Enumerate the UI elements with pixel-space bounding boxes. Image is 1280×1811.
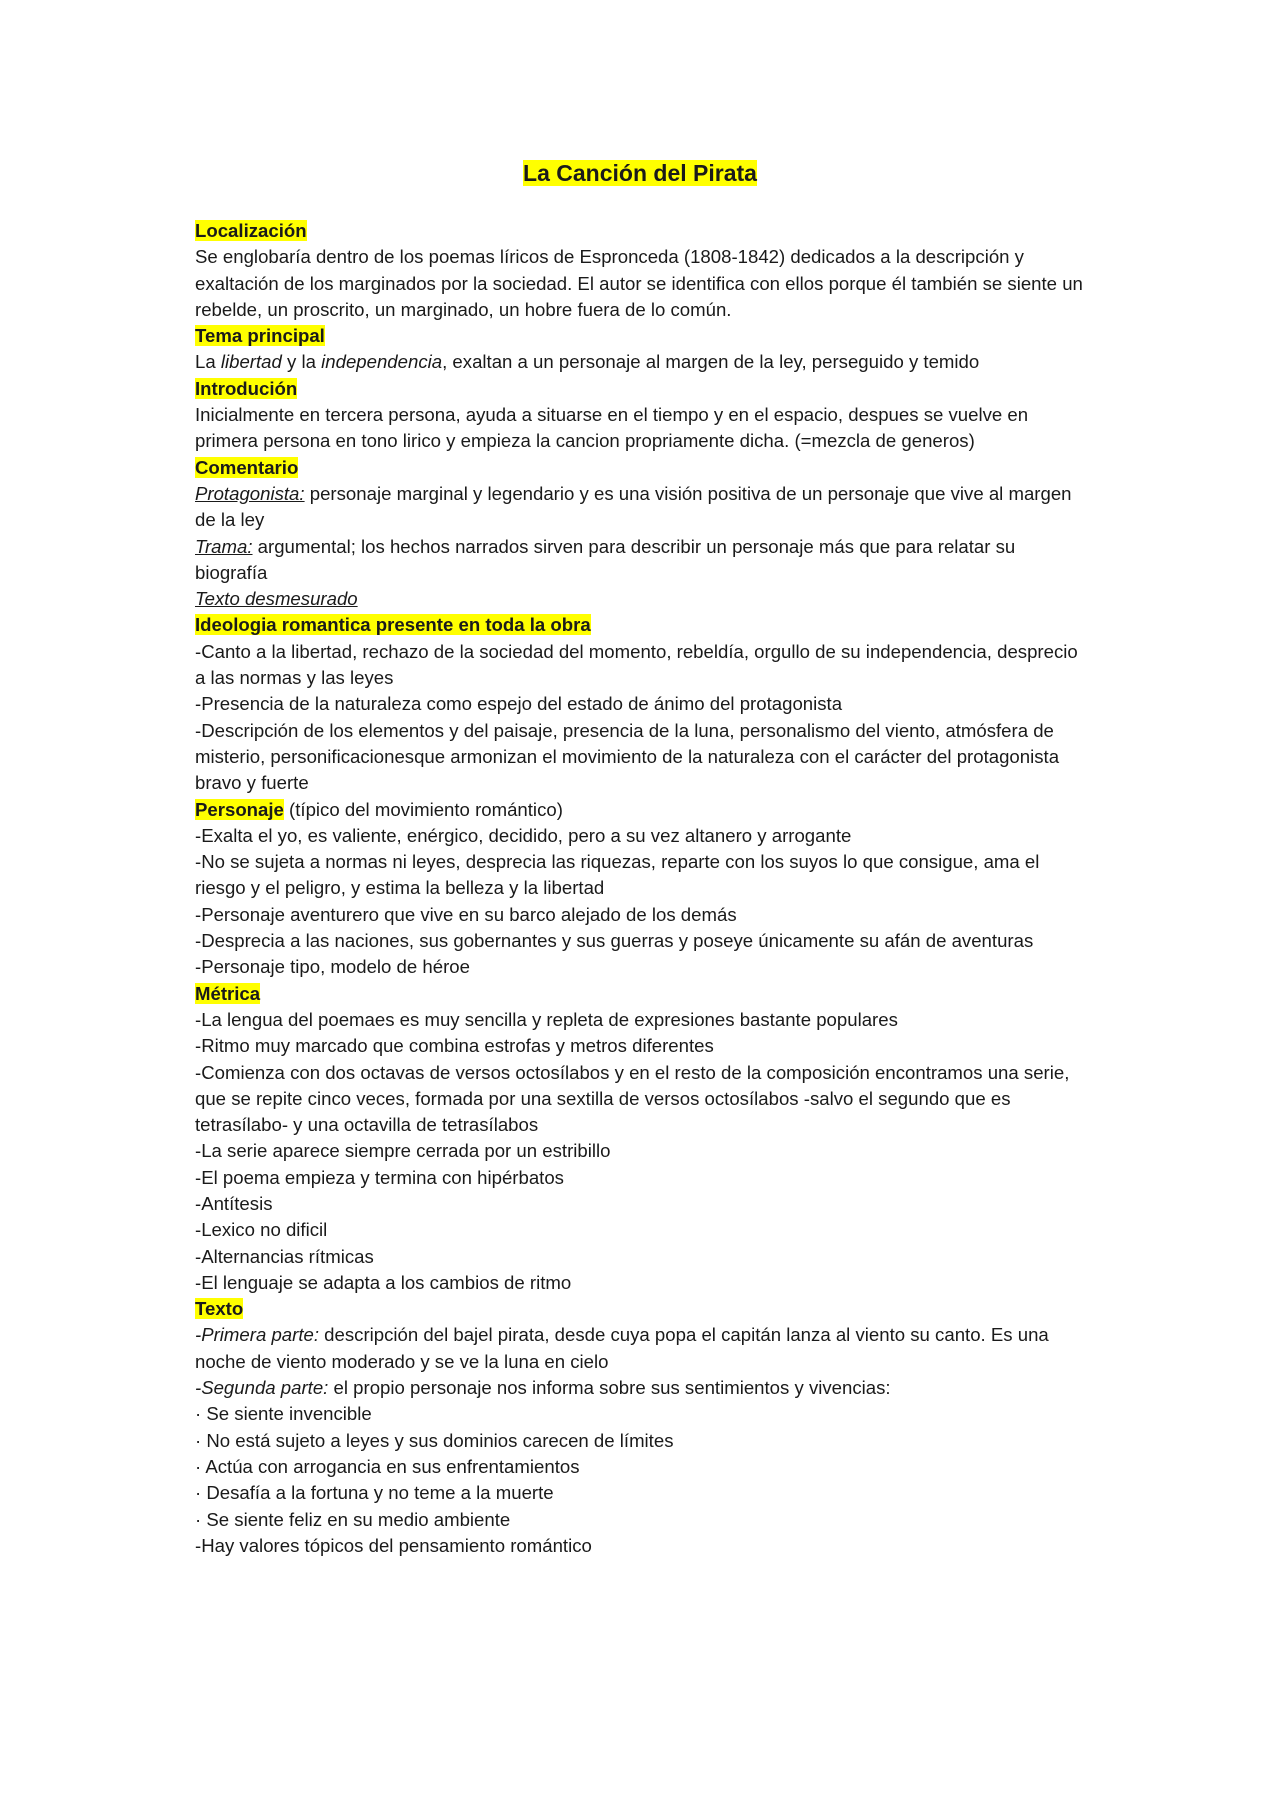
- paragraph-segunda-parte: -Segunda parte: el propio personaje nos informa sobre sus sentimientos y vivencias:: [195, 1377, 891, 1399]
- paragraph-localizacion: Se englobaría dentro de los poemas líricos de Espronceda (1808-1842) dedicados a la descripción y exaltación de los marginados por la sociedad. El autor se identifica con ellos porque él también se siente un rebelde, un proscrito, un marginado, un hobre fuera de lo común.: [195, 246, 1083, 320]
- section-heading-personaje: Personaje (típico del movimiento romántico): [195, 798, 563, 820]
- list-item: -Exalta el yo, es valiente, enérgico, decidido, pero a su vez altanero y arrogante: [195, 824, 852, 846]
- paragraph-primera-parte: -Primera parte: descripción del bajel pirata, desde cuya popa el capitán lanza al viento su canto. Es una noche de viento moderado y se ve la luna en cielo: [195, 1324, 1049, 1372]
- section-heading-comentario: Comentario: [195, 456, 299, 478]
- section-heading-introduccion: Introdución: [195, 377, 298, 399]
- section-heading-metrica: Métrica: [195, 982, 261, 1004]
- list-item: -El lenguaje se adapta a los cambios de ritmo: [195, 1271, 572, 1293]
- paragraph-texto-desmesurado: Texto desmesurado: [195, 588, 358, 610]
- document-body: [195, 218, 1085, 1559]
- list-item: -Personaje aventurero que vive en su barco alejado de los demás: [195, 903, 737, 925]
- list-item: -Presencia de la naturaleza como espejo del estado de ánimo del protagonista: [195, 693, 843, 715]
- list-item: -Lexico no dificil: [195, 1219, 328, 1241]
- bullet-item: · No está sujeto a leyes y sus dominios carecen de límites: [195, 1429, 674, 1451]
- paragraph-introduccion: Inicialmente en tercera persona, ayuda a situarse en el tiempo y en el espacio, despues se vuelve en primera persona en tono lirico y empieza la cancion propriamente dicha. (=mezcla de generos): [195, 404, 1029, 452]
- list-item: -Comienza con dos octavas de versos octosílabos y en el resto de la composición encontramos una serie, que se repite cinco veces, formada por una sextilla de versos octosílabos -salvo el segundo que es tetrasílabo- y una octavilla de tetrasílabos: [195, 1061, 1070, 1136]
- list-item: -Antítesis: [195, 1192, 273, 1214]
- list-item: -El poema empieza y termina con hipérbatos: [195, 1166, 564, 1188]
- list-item: -Desprecia a las naciones, sus gobernantes y sus guerras y poseye únicamente su afán de aventuras: [195, 930, 1034, 952]
- bullet-item: · Se siente invencible: [195, 1403, 372, 1425]
- list-item: -Canto a la libertad, rechazo de la sociedad del momento, rebeldía, orgullo de su independencia, desprecio a las normas y las leyes: [195, 640, 1078, 689]
- bullet-item: · Actúa con arrogancia en sus enfrentamientos: [195, 1455, 580, 1477]
- section-heading-texto: Texto: [195, 1298, 244, 1320]
- section-heading-tema: Tema principal: [195, 325, 325, 347]
- paragraph-tema: La libertad y la independencia, exaltan a un personaje al margen de la ley, perseguido y temido: [195, 351, 980, 373]
- list-item: -Personaje tipo, modelo de héroe: [195, 956, 470, 978]
- paragraph-trama: Trama: argumental; los hechos narrados sirven para describir un personaje más que para relatar su biografía: [195, 535, 1016, 583]
- bullet-item: · Se siente feliz en su medio ambiente: [195, 1508, 511, 1530]
- bullet-item: · Desafía a la fortuna y no teme a la muerte: [195, 1482, 554, 1504]
- section-heading-ideologia: Ideologia romantica presente en toda la obra: [195, 614, 591, 636]
- document-title: La Canción del Pirata: [523, 160, 757, 186]
- document-title-wrap: [0, 156, 1280, 190]
- list-item: -La lengua del poemaes es muy sencilla y repleta de expresiones bastante populares: [195, 1008, 898, 1030]
- paragraph-final: -Hay valores tópicos del pensamiento romántico: [195, 1534, 592, 1556]
- section-heading-localizacion: Localización: [195, 220, 307, 241]
- list-item: -No se sujeta a normas ni leyes, desprecia las riquezas, reparte con los suyos lo que consigue, ama el riesgo y el peligro, y estima la belleza y la libertad: [195, 851, 1040, 899]
- paragraph-protagonista: Protagonista: personaje marginal y legendario y es una visión positiva de un personaje que vive al margen de la ley: [195, 482, 1072, 531]
- list-item: -Alternancias rítmicas: [195, 1245, 374, 1267]
- list-item: -La serie aparece siempre cerrada por un estribillo: [195, 1140, 611, 1162]
- list-item: -Descripción de los elementos y del paisaje, presencia de la luna, personalismo del viento, atmósfera de misterio, personificacionesque armonizan el movimiento de la naturaleza con el carácter del protagonista bravo y fuerte: [195, 719, 1060, 794]
- list-item: -Ritmo muy marcado que combina estrofas y metros diferentes: [195, 1035, 714, 1057]
